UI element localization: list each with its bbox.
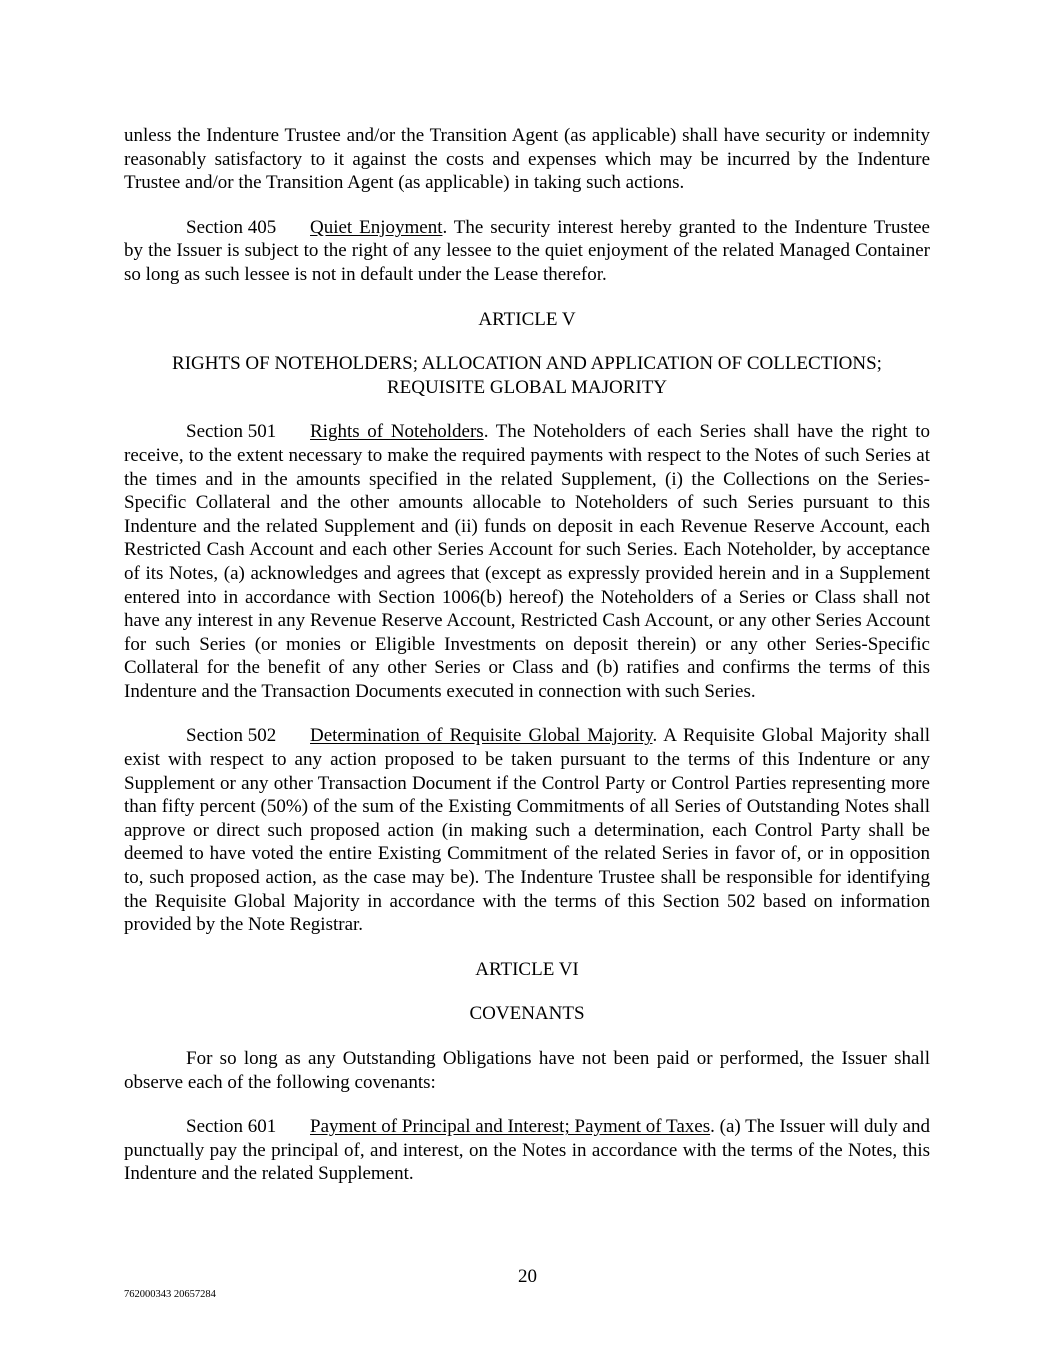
section-501-title: Rights of Noteholders — [310, 421, 484, 443]
article-v-title-line-2: REQUISITE GLOBAL MAJORITY — [386, 376, 668, 398]
section-601-body: . (a) The Issuer will duly and punctually pay the principal of, and interest, on the Notes in accordance with the terms of the Notes, this Indenture and the related Supplement. — [124, 1116, 930, 1185]
section-502-title: Determination of Requisite Global Majority — [310, 725, 653, 747]
section-501-body: . The Noteholders of each Series shall have the right to receive, to the extent necessary to make the required payments with respect to the Notes of such Series at the times and in the amounts specified in the related Supplement, (i) the Collections on the Series-Specific Collateral and the other amounts allocable to Noteholders of such Series pursuant to this Indenture and the related Supplement and (ii) funds on deposit in each Revenue Reserve Account, each Restricted Cash Account and each other Series Account for such Series. Each Noteholder, by acceptance of its Notes, (a) acknowledges and agrees that (except as expressly provided herein and in a Supplement entered into in accordance with Section 1006(b) hereof) the Noteholders of a Series or Class shall not have any interest in any Revenue Reserve Account, Restricted Cash Account, or any other Series Account for such Series (or monies or Eligible Investments on deposit therein) or any other Series-Specific Collateral for the benefit of any other Series or Class and (b) ratifies and confirms the terms of this Indenture and the Transaction Documents executed in connection with such Series. — [124, 421, 930, 702]
section-405-title: Quiet Enjoyment — [310, 216, 443, 238]
section-601-title: Payment of Principal and Interest; Payment of Taxes — [310, 1116, 711, 1138]
covenants-intro-paragraph: For so long as any Outstanding Obligations have not been paid or performed, the Issuer shall observe each of the following covenants: — [124, 1048, 930, 1093]
section-405-body: . The security interest hereby granted to the Indenture Trustee by the Issuer is subject to the right of any lessee to the quiet enjoyment of the related Managed Container so long as such lessee is not in default under the Lease therefor. — [124, 216, 930, 285]
section-502-number: Section 502 — [186, 725, 277, 747]
document-id: 762000343 20657284 — [124, 1289, 216, 1300]
section-501-paragraph — [124, 420, 930, 703]
section-501-number: Section 501 — [186, 421, 277, 443]
carry-over-paragraph: unless the Indenture Trustee and/or the Transition Agent (as applicable) shall have security or indemnity reasonably satisfactory to it against the costs and expenses which may be incurred by the Indenture Trustee and/or the Transition Agent (as applicable) in taking such actions. — [124, 125, 930, 194]
article-vi-title: COVENANTS — [469, 1003, 585, 1025]
article-v-heading: ARTICLE V — [478, 308, 576, 330]
section-405-paragraph — [124, 216, 930, 287]
article-v-title-line-1: RIGHTS OF NOTEHOLDERS; ALLOCATION AND APPLICATION OF COLLECTIONS; — [172, 353, 882, 375]
section-502-paragraph — [124, 724, 930, 936]
page-body — [124, 124, 930, 1186]
page-number: 20 — [518, 1266, 537, 1287]
section-601-number: Section 601 — [186, 1116, 277, 1138]
section-502-body: . A Requisite Global Majority shall exist with respect to any action proposed to be taken pursuant to the terms of this Indenture or any Supplement or any other Transaction Document if the Control Party or Control Parties representing more than fifty percent (50%) of the sum of the Existing Commitments of all Series of Outstanding Notes shall approve or direct such proposed action (in making such a determination, each Control Party shall be deemed to have voted the entire Existing Commitment of the related Series in favor of, or in opposition to, such proposed action, as the case may be). The Indenture Trustee shall be responsible for identifying the Requisite Global Majority in accordance with the terms of this Section 502 based on information provided by the Note Registrar. — [124, 725, 930, 936]
article-v-title — [124, 352, 930, 399]
section-405-number: Section 405 — [186, 216, 277, 238]
section-601-paragraph — [124, 1115, 930, 1186]
article-vi-heading: ARTICLE VI — [475, 958, 579, 980]
